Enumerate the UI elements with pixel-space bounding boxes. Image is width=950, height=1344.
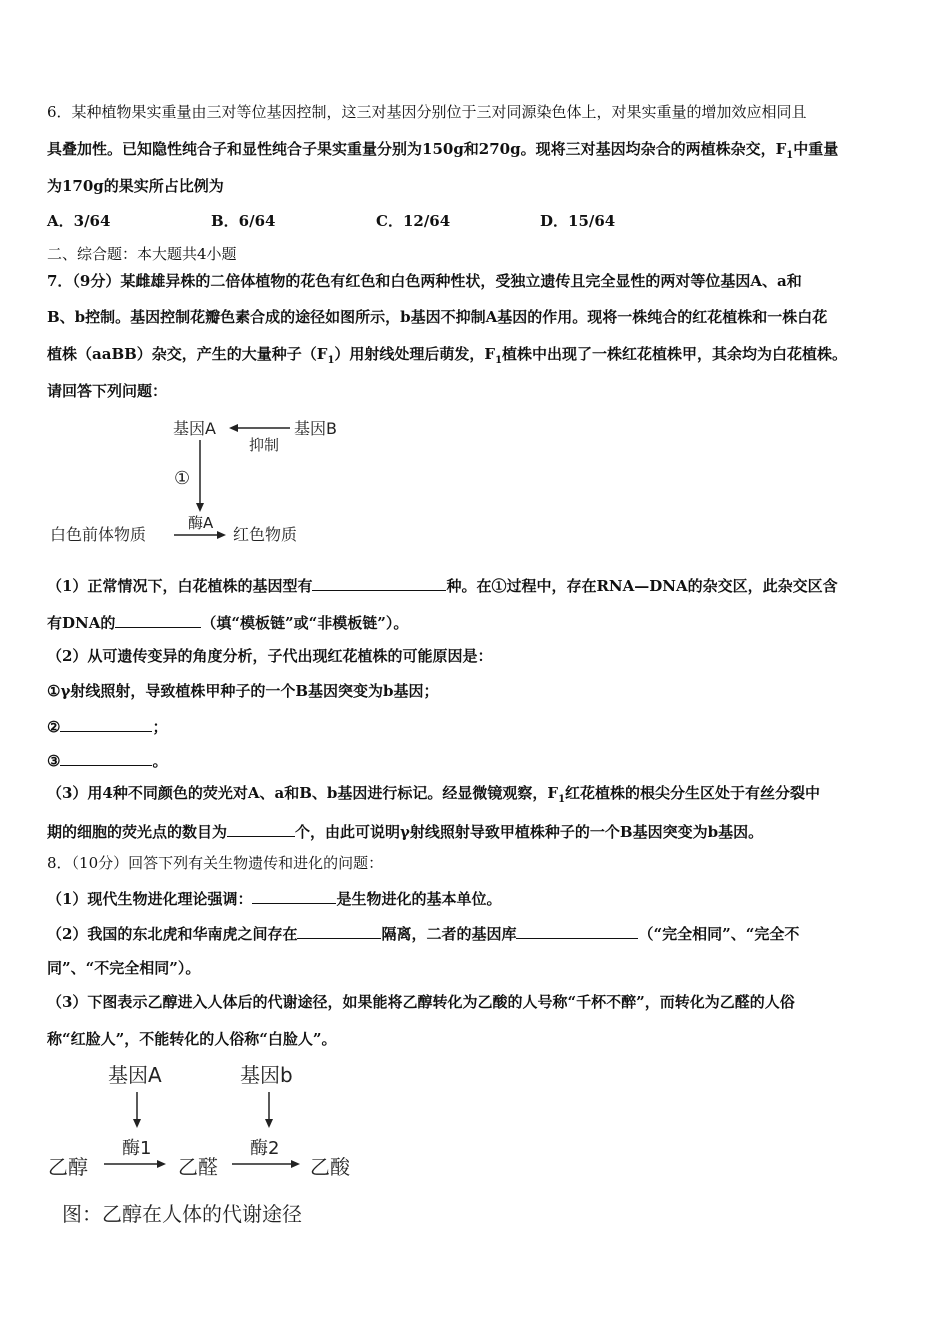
answer-blank[interactable] bbox=[115, 611, 201, 628]
q6-line-3 bbox=[47, 176, 224, 196]
step-marker: ① bbox=[174, 468, 191, 489]
q8-text: （“完全相同”、“完全不 bbox=[638, 925, 800, 943]
ethanol-pathway-diagram bbox=[40, 1058, 370, 1238]
q7-text: （2）从可遗传变异的角度分析，子代出现红花植株的可能原因是： bbox=[47, 647, 493, 665]
q6-option-b: B．6/64 bbox=[211, 212, 276, 230]
q7-text: ③ bbox=[47, 752, 61, 770]
reaction-arrow-head-2 bbox=[291, 1160, 300, 1168]
q6-option-d: D．15/64 bbox=[540, 212, 616, 230]
answer-blank[interactable] bbox=[252, 887, 336, 904]
gene-a-label: 基因A bbox=[108, 1063, 162, 1087]
q7-text: 植株中出现了一株红花植株甲，其余均为白花植株。 bbox=[502, 345, 848, 363]
q6-text: 中重量 bbox=[793, 140, 839, 158]
q6-option-c: C．12/64 bbox=[376, 212, 451, 230]
q7-part-2-reason-1 bbox=[47, 681, 439, 701]
precursor-label: 白色前体物质 bbox=[50, 525, 147, 544]
product-label: 红色物质 bbox=[233, 525, 298, 544]
gene-b-label: 基因B bbox=[294, 419, 337, 438]
acetaldehyde-label: 乙醛 bbox=[178, 1155, 218, 1179]
subscript: 1 bbox=[558, 794, 566, 805]
answer-blank[interactable] bbox=[312, 574, 446, 591]
q7-text: ）用射线处理后萌发，F bbox=[334, 345, 496, 363]
q7-text: B、b控制。基因控制花瓣色素合成的途径如图所示，b基因不抑制A基因的作用。现将一株纯合的红花植株和一株白花 bbox=[47, 308, 828, 326]
synthesis-arrow-head bbox=[196, 503, 204, 512]
reaction-arrow-head-1 bbox=[157, 1160, 166, 1168]
q7-part-2 bbox=[47, 646, 492, 666]
section-heading: 二、综合题：本大题共4小题 bbox=[47, 245, 237, 263]
q7-text: 。 bbox=[152, 752, 168, 770]
q8-text: 8．（10分）回答下列有关生物遗传和进化的问题： bbox=[47, 854, 384, 872]
answer-blank[interactable] bbox=[227, 820, 295, 837]
q6-text: 为170g的果实所占比例为 bbox=[47, 177, 224, 195]
subscript: 1 bbox=[786, 150, 794, 161]
q7-text: 期的细胞的荧光点的数目为 bbox=[47, 823, 228, 841]
q8-part-3-cont bbox=[47, 1029, 337, 1049]
q8-part-3 bbox=[47, 992, 795, 1012]
q7-text: ② bbox=[47, 718, 61, 736]
q7-part-3-cont bbox=[47, 820, 763, 842]
q7-text: （填“模板链”或“非模板链”）。 bbox=[201, 614, 409, 632]
q8-part-1 bbox=[47, 887, 501, 909]
q7-part-1 bbox=[47, 574, 838, 596]
q8-part-2-cont bbox=[47, 958, 200, 978]
q7-text: 种。在①过程中，存在RNA—DNA的杂交区，此杂交区含 bbox=[446, 577, 838, 595]
q7-line-2 bbox=[47, 307, 827, 327]
q7-text: （3）用4种不同颜色的荧光对A、a和B、b基因进行标记。经显微镜观察，F bbox=[47, 784, 559, 802]
answer-blank[interactable] bbox=[60, 715, 152, 732]
inhibit-arrow-head bbox=[229, 424, 238, 432]
acetic-acid-label: 乙酸 bbox=[310, 1155, 350, 1179]
answer-blank[interactable] bbox=[297, 922, 381, 939]
q7-text: 个，由此可说明γ射线照射导致甲植株种子的一个B基因突变为b基因。 bbox=[295, 823, 764, 841]
q8-text: 称“红脸人”，不能转化的人俗称“白脸人”。 bbox=[47, 1030, 337, 1048]
q8-text: 是生物进化的基本单位。 bbox=[336, 890, 502, 908]
q8-text: 同”、“不完全相同”）。 bbox=[47, 959, 201, 977]
q7-text: 有DNA的 bbox=[47, 614, 116, 632]
arrow-head-b bbox=[265, 1119, 273, 1128]
q7-line-4 bbox=[47, 381, 167, 401]
pigment-pathway-diagram bbox=[40, 408, 370, 558]
gene-a-label: 基因A bbox=[173, 419, 216, 438]
q7-text: 植株（aaBB）杂交，产生的大量种子（F bbox=[47, 345, 328, 363]
enzyme-1-label: 酶1 bbox=[122, 1138, 152, 1159]
q7-line-3 bbox=[47, 344, 847, 371]
q7-line-1 bbox=[47, 271, 802, 291]
q7-text: （1）正常情况下，白花植株的基因型有 bbox=[47, 577, 313, 595]
q7-text: ①γ射线照射，导致植株甲种子的一个B基因突变为b基因； bbox=[47, 682, 439, 700]
q7-text: 请回答下列问题： bbox=[47, 382, 168, 400]
answer-blank[interactable] bbox=[60, 749, 152, 766]
q8-part-2 bbox=[47, 922, 799, 944]
q8-text: （3）下图表示乙醇进入人体后的代谢途径，如果能将乙醇转化为乙酸的人号称“千杯不醉”，而转化为乙醛的人俗 bbox=[47, 993, 795, 1011]
enzyme-2-label: 酶2 bbox=[250, 1138, 280, 1159]
q7-part-1-cont bbox=[47, 611, 408, 633]
q7-part-2-reason-2 bbox=[47, 715, 167, 737]
ethanol-label: 乙醇 bbox=[48, 1155, 88, 1179]
subscript: 1 bbox=[495, 355, 503, 366]
gene-b-label: 基因b bbox=[240, 1063, 293, 1087]
inhibit-label: 抑制 bbox=[249, 436, 280, 454]
q6-text: 6．某种植物果实重量由三对等位基因控制，这三对基因分别位于三对同源染色体上，对果实重量的增加效应相同且 bbox=[47, 103, 807, 121]
q8-text: （1）现代生物进化理论强调： bbox=[47, 890, 253, 908]
reaction-arrow-head bbox=[217, 531, 226, 539]
enzyme-a-label: 酶A bbox=[188, 514, 214, 532]
q7-text: ； bbox=[152, 718, 168, 736]
q7-part-3 bbox=[47, 783, 820, 810]
q6-line-2 bbox=[47, 139, 838, 166]
q6-option-a: A．3/64 bbox=[47, 212, 111, 230]
subscript: 1 bbox=[327, 355, 335, 366]
q8-text: 隔离，二者的基因库 bbox=[381, 925, 517, 943]
q7-text: 7．（9分）某雌雄异株的二倍体植物的花色有红色和白色两种性状，受独立遗传且完全显性的两对等位基因A、a和 bbox=[47, 272, 802, 290]
diagram-caption: 图：乙醇在人体的代谢途径 bbox=[62, 1202, 302, 1226]
q8-line-1 bbox=[47, 853, 383, 873]
arrow-head-a bbox=[133, 1119, 141, 1128]
q6-text: 具叠加性。已知隐性纯合子和显性纯合子果实重量分别为150g和270g。现将三对基因均杂合的两植株杂交，F bbox=[47, 140, 787, 158]
q7-text: 红花植株的根尖分生区处于有丝分裂中 bbox=[565, 784, 821, 802]
q7-part-2-reason-3 bbox=[47, 749, 167, 771]
q6-line-1 bbox=[47, 102, 807, 122]
answer-blank[interactable] bbox=[516, 922, 638, 939]
q8-text: （2）我国的东北虎和华南虎之间存在 bbox=[47, 925, 298, 943]
